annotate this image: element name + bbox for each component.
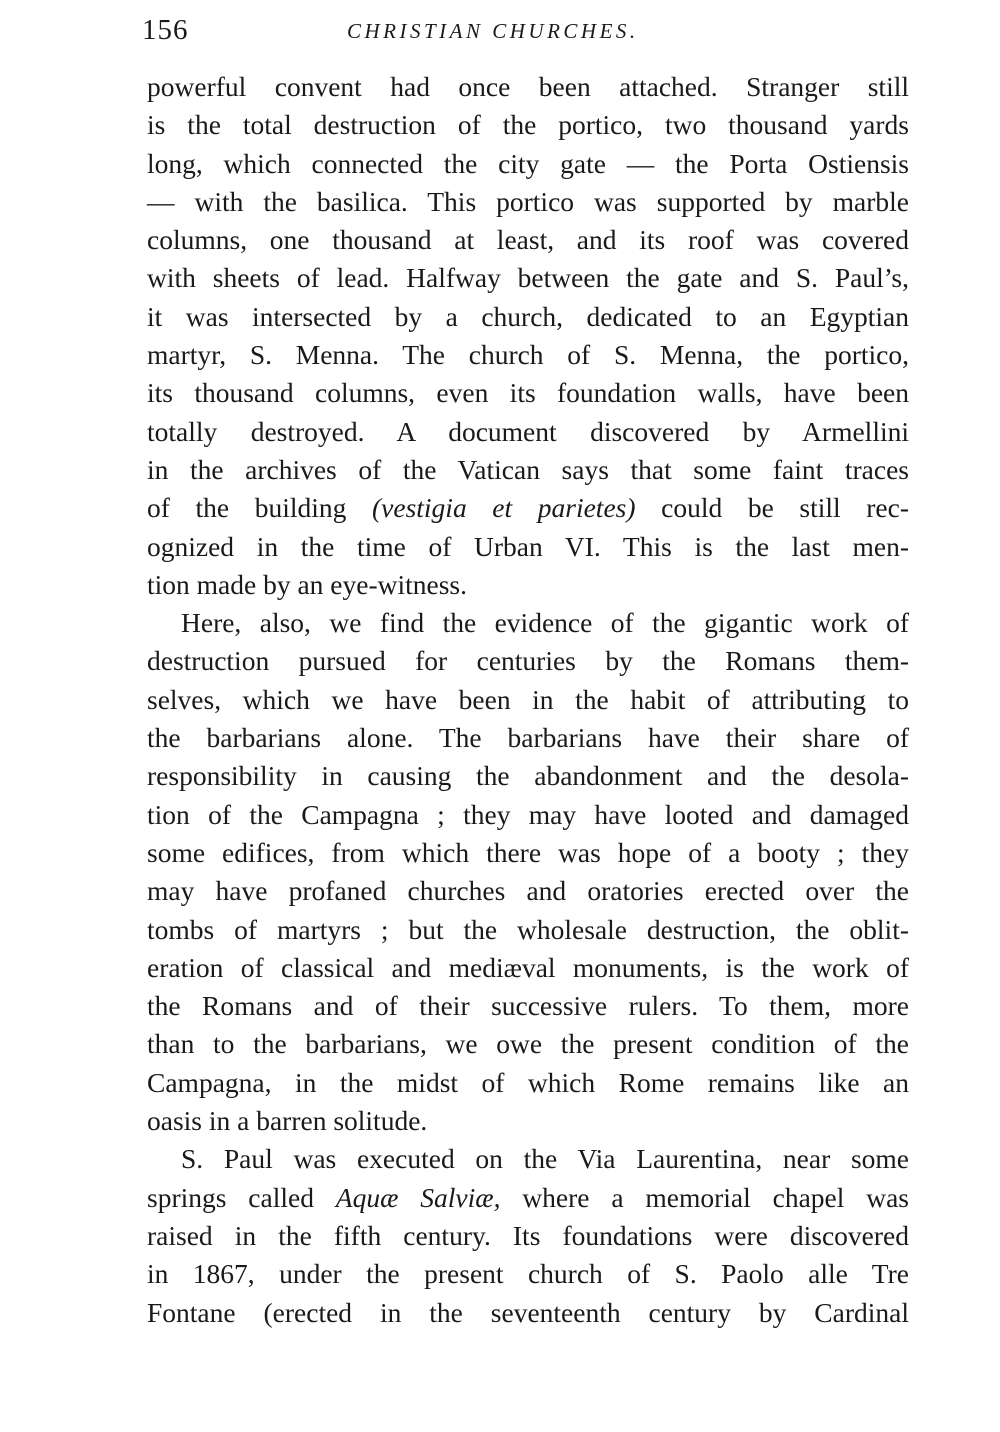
text-line: columns, one thousand at least, and its roof was covered (147, 224, 909, 256)
text-line: in 1867, under the present church of S. Paolo alle Tre (147, 1258, 909, 1290)
text-line: it was intersected by a church, dedicated to an Egyptian (147, 300, 909, 332)
text-line: — with the basilica. This portico was supported by marble (147, 185, 909, 217)
text-line: Fontane (erected in the seventeenth century by Cardinal (147, 1296, 909, 1328)
text-line: is the total destruction of the portico, two thousand yards (147, 109, 909, 141)
text-line: eration of classical and mediæval monuments, is the work of (147, 951, 909, 983)
text-line (147, 1179, 909, 1217)
text-line: ognized in the time of Urban VI. This is the last men- (147, 530, 909, 562)
text-line: Campagna, in the midst of which Rome remains like an (147, 1066, 909, 1098)
text-line: Here, also, we find the evidence of the gigantic work of (181, 607, 909, 639)
text-run: of the building (147, 492, 372, 524)
latin-phrase: (vestigia et parietes) (372, 492, 636, 524)
text-line: raised in the fifth century. Its foundations were discovered (147, 1219, 909, 1251)
text-line: in the archives of the Vatican says that some faint traces (147, 453, 909, 485)
running-title: CHRISTIAN CHURCHES. (347, 19, 639, 43)
text-line: oasis in a barren solitude. (147, 1105, 428, 1137)
text-line: destruction pursued for centuries by the Romans them- (147, 645, 909, 677)
text-line: martyr, S. Menna. The church of S. Menna, the portico, (147, 339, 909, 371)
text-line: may have profaned churches and oratories erected over the (147, 875, 909, 907)
text-line: tion made by an eye-witness. (147, 568, 467, 600)
page-number: 156 (142, 14, 189, 46)
running-head (142, 14, 910, 54)
paragraph-1 (147, 68, 909, 604)
text-line: with sheets of lead. Halfway between the gate and S. Paul’s, (147, 262, 909, 294)
text-line: totally destroyed. A document discovered by Armellini (147, 415, 909, 447)
text-line: the Romans and of their successive rulers. To them, more (147, 990, 909, 1022)
text-run: springs called (147, 1181, 336, 1213)
text-line: tombs of martyrs ; but the wholesale destruction, the oblit- (147, 913, 909, 945)
text-line: selves, which we have been in the habit of attributing to (147, 683, 909, 715)
text-line: the barbarians alone. The barbarians have their share of (147, 722, 909, 754)
text-line: long, which connected the city gate — the Porta Ostiensis (147, 147, 909, 179)
text-line: its thousand columns, even its foundation walls, have been (147, 377, 909, 409)
text-line: S. Paul was executed on the Via Laurentina, near some (181, 1143, 909, 1175)
text-line: tion of the Campagna ; they may have looted and damaged (147, 798, 909, 830)
paragraph-3 (147, 1140, 909, 1331)
text-run: where a memorial chapel was (500, 1181, 909, 1213)
paragraph-2 (147, 604, 909, 1140)
text-line (147, 489, 909, 527)
body-text (147, 68, 909, 1332)
latin-phrase: Aquæ Salviæ, (335, 1181, 501, 1213)
text-run: could be still rec- (635, 492, 909, 524)
text-line: responsibility in causing the abandonment and the desola- (147, 760, 909, 792)
text-line: some edifices, from which there was hope of a booty ; they (147, 836, 909, 868)
text-line: powerful convent had once been attached. Stranger still (147, 71, 909, 102)
text-line: than to the barbarians, we owe the present condition of the (147, 1028, 909, 1060)
